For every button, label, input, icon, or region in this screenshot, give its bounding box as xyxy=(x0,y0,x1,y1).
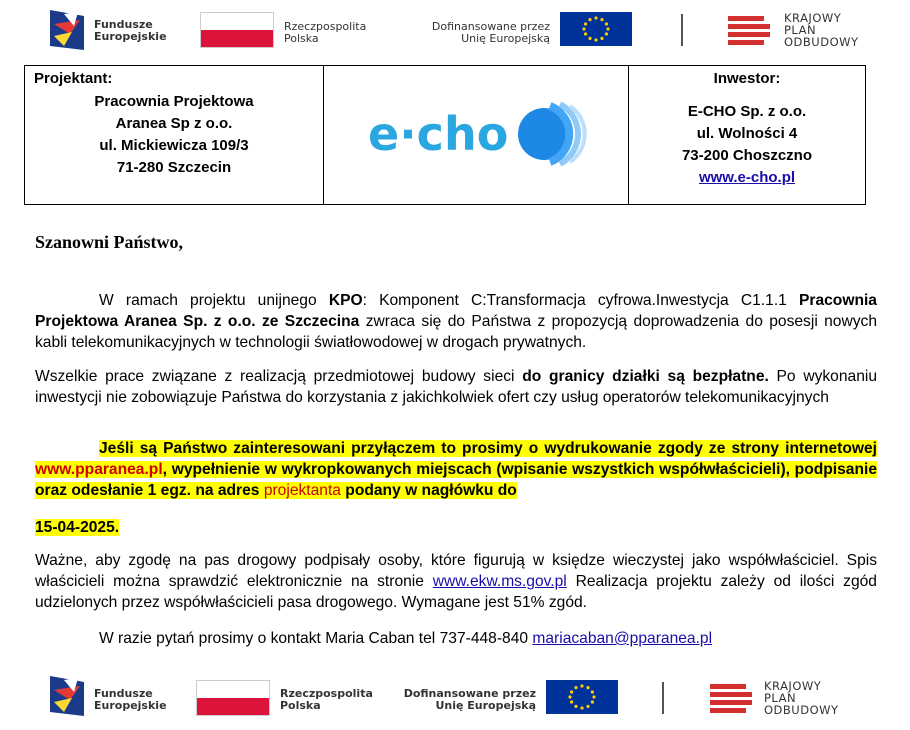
email-link[interactable]: mariacaban@pparanea.pl xyxy=(532,630,713,647)
deadline-date xyxy=(35,517,877,538)
paragraph-2 xyxy=(35,366,877,408)
pparanea-link[interactable]: www.pparanea.pl xyxy=(35,461,163,478)
projektant-line: Pracownia Projektowa xyxy=(94,93,254,110)
p3-text: podany w nagłówku do xyxy=(340,482,517,499)
logo-separator xyxy=(662,682,664,714)
kpo-line2: PLAN xyxy=(784,23,817,37)
fundusze-star-icon xyxy=(50,676,84,716)
header-table xyxy=(24,65,866,205)
echo-logo-text: e·cho xyxy=(368,107,509,161)
p3-text: , wypełnienie w wykropkowanych miejscach (wpisanie wszystkich współwłaścicieli), podpisanie oraz odesłanie 1 egz. na adres xyxy=(35,461,877,499)
dofin-line1: Dofinansowane przez xyxy=(403,687,536,700)
fundusze-star-icon xyxy=(50,10,84,50)
top-logo-bar xyxy=(0,4,910,56)
echo-logo-cell xyxy=(324,66,629,204)
p1-text: W ramach projektu unijnego xyxy=(99,292,329,309)
p3-projektanta: projektanta xyxy=(263,482,341,499)
projektant-line: 71-280 Szczecin xyxy=(116,159,232,176)
inwestor-line: ul. Wolności 4 xyxy=(696,125,798,142)
rzecz-line1: Rzeczpospolita xyxy=(284,20,367,33)
projektant-line: Aranea Sp z o.o. xyxy=(115,115,233,132)
fundusze-line2: Europejskie xyxy=(94,30,167,43)
p1-text: zwraca się do Państwa z propozycją doprowadzenia do posesji nowych kabli telekomunikacyjnych w technologii światłowodowej w drogach prywatnych. xyxy=(35,313,877,351)
p1-text: : Komponent C:Transformacja cyfrowa.Inwestycja C1.1.1 xyxy=(362,292,799,309)
p1-kpo: KPO xyxy=(328,292,363,309)
paragraph-1 xyxy=(35,290,877,353)
inwestor-label: Inwestor: xyxy=(713,70,781,87)
paragraph-3-highlighted xyxy=(35,438,877,501)
inwestor-line: 73-200 Choszczno xyxy=(681,147,813,164)
dofin-line2: Unię Europejską xyxy=(435,699,536,712)
poland-flag-icon xyxy=(196,680,270,716)
projektant-cell xyxy=(25,66,324,204)
kpo-line2: PLAN xyxy=(764,691,797,705)
kpo-stripes-icon xyxy=(728,10,774,48)
p5-text: W razie pytań prosimy o kontakt Maria Caban tel 737-448-840 xyxy=(99,630,533,647)
kpo-line1: KRAJOWY xyxy=(764,679,822,693)
p2-text: Po wykonaniu inwestycji nie zobowiązuje Państwa do korzystania z jakichkolwiek ofert czy usług operatorów telekomunikacyjnych xyxy=(35,368,877,406)
rzecz-line1: Rzeczpospolita xyxy=(280,687,373,700)
eu-flag-icon xyxy=(546,680,618,714)
bottom-logo-bar xyxy=(0,672,910,724)
paragraph-4 xyxy=(35,550,877,613)
inwestor-line: E-CHO Sp. z o.o. xyxy=(687,103,807,120)
eu-flag-icon xyxy=(560,12,632,46)
ekw-link[interactable]: www.ekw.ms.gov.pl xyxy=(432,573,567,590)
dofin-line2: Unię Europejską xyxy=(461,32,550,45)
inwestor-website-link[interactable]: www.e-cho.pl xyxy=(698,169,796,186)
poland-flag-icon xyxy=(200,12,274,48)
logo-separator xyxy=(681,14,683,46)
fundusze-line1: Fundusze xyxy=(94,687,153,700)
deadline-date-text: 15-04-2025. xyxy=(35,519,120,536)
projektant-label: Projektant: xyxy=(34,70,113,87)
p4-text: Ważne, aby zgodę na pas drogowy podpisały osoby, które figurują w księdze wieczystej jako współwłaściciel. Spis właścicieli można sprawdzić elektronicznie na stronie xyxy=(35,552,877,590)
rzecz-line2: Polska xyxy=(280,699,321,712)
p2-bold: do granicy działki są bezpłatne. xyxy=(522,368,769,385)
p3-text: Jeśli są Państwo zainteresowani przyłączem to prosimy o wydrukowanie zgody ze strony internetowej xyxy=(99,440,877,457)
projektant-line: ul. Mickiewicza 109/3 xyxy=(99,137,249,154)
echo-logo xyxy=(324,86,628,186)
p2-text: Wszelkie prace związane z realizacją przedmiotowej budowy sieci xyxy=(35,368,523,385)
kpo-stripes-icon xyxy=(710,678,756,716)
inwestor-cell xyxy=(629,66,865,204)
rzecz-line2: Polska xyxy=(284,32,319,45)
kpo-line1: KRAJOWY xyxy=(784,11,842,25)
kpo-line3: ODBUDOWY xyxy=(764,703,839,717)
p1-company: Pracownia Projektowa Aranea Sp. z o.o. ze Szczecina xyxy=(35,292,877,330)
fundusze-line1: Fundusze xyxy=(94,18,153,31)
fundusze-line2: Europejskie xyxy=(94,699,167,712)
kpo-line3: ODBUDOWY xyxy=(784,35,859,49)
letter-greeting: Szanowni Państwo, xyxy=(35,232,184,252)
dofin-line1: Dofinansowane przez xyxy=(431,20,550,33)
paragraph-5 xyxy=(35,628,877,649)
p4-text: Realizacja projektu zależy od ilości zgód udzielonych przez współwłaścicieli pasa drogowego. Wymagane jest 51% zgód. xyxy=(35,573,877,611)
